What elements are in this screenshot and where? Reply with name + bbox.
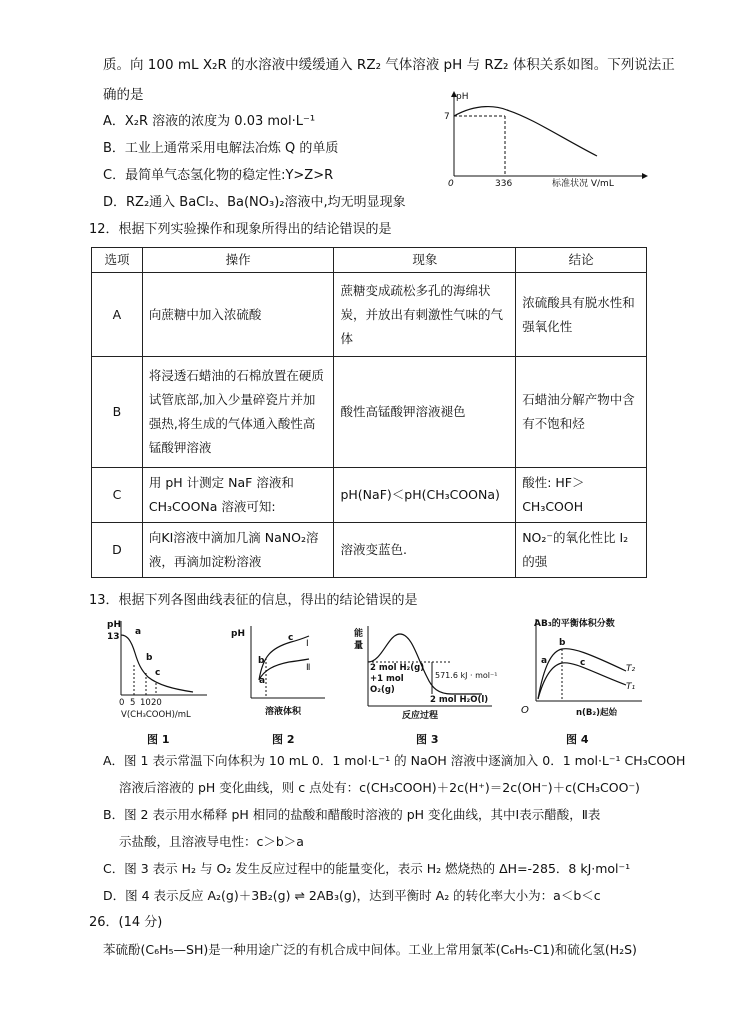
row-d-conclusion: NO₂⁻的氧化性比 I₂的强 <box>516 523 647 578</box>
fig4-ylabel: AB₃的平衡体积分数 <box>534 619 615 629</box>
q12-stem: 12．根据下列实验操作和现象所得出的结论错误的是 <box>89 222 392 237</box>
fig4-caption: 图 4 <box>566 733 589 746</box>
q26-intro: 苯硫酚(C₆H₅—SH)是一种用途广泛的有机合成中间体。工业上常用氯苯(C₆H₅-C1)和硫化氢(H₂S) <box>103 942 637 957</box>
fig3-reactant-3: O₂(g) <box>370 685 395 695</box>
fig1-point-b: b <box>146 653 153 663</box>
q11-ph-graph <box>432 88 652 193</box>
fig1-titration-curve <box>103 615 213 721</box>
fig1-ytick: 13 <box>107 632 120 642</box>
fig2-point-b: b <box>258 656 265 666</box>
fig1-xtick-20: 20 <box>151 698 162 708</box>
fig4-t1: T₁ <box>626 682 636 692</box>
row-a-operation: 向蔗糖中加入浓硫酸 <box>142 273 334 357</box>
fig2-ylabel: pH <box>231 629 245 639</box>
row-d-option: D <box>92 523 143 578</box>
row-c-option: C <box>92 468 143 523</box>
fig1-ylabel: pH <box>107 620 121 630</box>
fig1-point-a: a <box>135 627 142 637</box>
fig4-t2: T₂ <box>626 664 636 674</box>
q13-option-b-line2: 示盐酸，且溶液导电性：c＞b＞a <box>119 834 304 849</box>
fig3-ylabel-2: 量 <box>354 641 364 651</box>
row-b-operation: 将浸透石蜡油的石棉放置在硬质试管底部,加入少量碎瓷片并加强热,将生成的气体通入酸性高锰酸钾溶液 <box>142 357 334 468</box>
q11-stem-line2: 确的是 <box>103 87 144 103</box>
table-row <box>92 523 647 578</box>
th-phenomenon: 现象 <box>334 248 516 273</box>
q13-option-b-line1: B．图 2 表示用水稀释 pH 相同的盐酸和醋酸时溶液的 pH 变化曲线，其中Ⅰ表示醋酸，Ⅱ表 <box>103 807 601 822</box>
fig1-point-c: c <box>155 668 161 678</box>
row-b-conclusion: 石蜡油分解产物中含有不饱和烃 <box>516 357 647 468</box>
fig2-curve-1: Ⅰ <box>306 639 309 649</box>
row-c-operation: 用 pH 计测定 NaF 溶液和 CH₃COONa 溶液可知: <box>142 468 334 523</box>
fig1-xtick-0: 0 <box>119 698 125 708</box>
q11-option-d: D．RZ₂通入 BaCl₂、Ba(NO₃)₂溶液中,均无明显现象 <box>103 195 406 210</box>
q11-graph-ytick: 7 <box>444 112 450 122</box>
q26-head: 26．(14 分) <box>89 915 163 930</box>
fig1-xtick-5: 5 <box>130 698 136 708</box>
fig2-curve-2: Ⅱ <box>306 663 311 673</box>
q13-option-d: D．图 4 表示反应 A₂(g)＋3B₂(g) ⇌ 2AB₃(g)，达到平衡时 A₂ 的转化率大小为：a＜b＜c <box>103 888 601 903</box>
q11-option-a: A．X₂R 溶液的浓度为 0.03 mol·L⁻¹ <box>103 114 316 129</box>
q11-graph-ylabel: pH <box>456 92 469 102</box>
th-option: 选项 <box>92 248 143 273</box>
fig2-point-c: c <box>288 633 294 643</box>
fig3-reactant-2: +1 mol <box>370 674 404 684</box>
row-c-phenomenon: pH(NaF)＜pH(CH₃COONa) <box>334 468 516 523</box>
fig3-ylabel-1: 能 <box>354 629 364 639</box>
fig4-origin: O <box>521 705 529 716</box>
q13-option-a-line1: A．图 1 表示常温下向体积为 10 mL 0．1 mol·L⁻¹ 的 NaOH 溶液中逐滴加入 0．1 mol·L⁻¹ CH₃COOH <box>103 753 686 768</box>
q11-option-c: C．最简单气态氢化物的稳定性:Y>Z>R <box>103 168 334 183</box>
fig3-energy-diagram <box>352 622 504 722</box>
fig2-caption: 图 2 <box>272 733 295 746</box>
fig1-xtick-10: 10 <box>140 698 151 708</box>
fig4-point-c: c <box>580 658 586 668</box>
q11-stem-line1: 质。向 100 mL X₂R 的水溶液中缓缓通入 RZ₂ 气体溶液 pH 与 RZ₂ 体积关系如图。下列说法正 <box>103 57 675 73</box>
q11-graph-origin: 0 <box>448 179 454 189</box>
q11-graph-curve <box>454 107 597 156</box>
row-a-option: A <box>92 273 143 357</box>
fig3-xlabel: 反应过程 <box>402 711 439 721</box>
fig2-point-a: a <box>259 676 266 686</box>
table-row <box>92 468 647 523</box>
row-d-operation: 向KI溶液中滴加几滴 NaNO₂溶液，再滴加淀粉溶液 <box>142 523 334 578</box>
th-operation: 操作 <box>142 248 334 273</box>
th-conclusion: 结论 <box>516 248 647 273</box>
fig2-dilution-curves <box>229 620 329 720</box>
fig1-caption: 图 1 <box>147 733 170 746</box>
q13-stem: 13．根据下列各图曲线表征的信息，得出的结论错误的是 <box>89 593 418 608</box>
fig3-product: 2 mol H₂O(l) <box>430 695 489 705</box>
row-b-option: B <box>92 357 143 468</box>
fig3-reactant-1: 2 mol H₂(g) <box>370 663 425 673</box>
fig4-xlabel: n(B₂)起始 <box>576 708 618 718</box>
fig4-point-b: b <box>559 638 566 648</box>
row-a-conclusion: 浓硫酸具有脱水性和强氧化性 <box>516 273 647 357</box>
fig2-xlabel: 溶液体积 <box>265 707 302 717</box>
row-c-conclusion: 酸性: HF＞CH₃COOH <box>516 468 647 523</box>
q11-graph-xtick: 336 <box>495 179 513 189</box>
fig3-energy-value: 571.6 kJ · mol⁻¹ <box>435 671 498 680</box>
q13-option-c: C．图 3 表示 H₂ 与 O₂ 发生反应过程中的能量变化，表示 H₂ 燃烧热的 ΔH=-285．8 kJ·mol⁻¹ <box>103 861 631 876</box>
row-a-phenomenon: 蔗糖变成疏松多孔的海绵状炭，并放出有刺激性气味的气体 <box>334 273 516 357</box>
row-b-phenomenon: 酸性高锰酸钾溶液褪色 <box>334 357 516 468</box>
fig1-xlabel: V(CH₃COOH)/mL <box>121 710 191 720</box>
fig3-caption: 图 3 <box>416 733 439 746</box>
row-d-phenomenon: 溶液变蓝色. <box>334 523 516 578</box>
q11-graph-xlabel: 标准状况 V/mL <box>552 179 614 189</box>
q13-option-a-line2: 溶液后溶液的 pH 变化曲线，则 c 点处有：c(CH₃COOH)＋2c(H⁺)＝2c(OH⁻)＋c(CH₃COO⁻) <box>119 780 640 795</box>
q11-option-b: B．工业上通常采用电解法冶炼 Q 的单质 <box>103 141 339 156</box>
fig4-point-a: a <box>541 656 548 666</box>
table-row <box>92 273 647 357</box>
q12-table <box>91 247 647 578</box>
table-row <box>92 357 647 468</box>
fig4-equilibrium-curves <box>516 615 646 721</box>
